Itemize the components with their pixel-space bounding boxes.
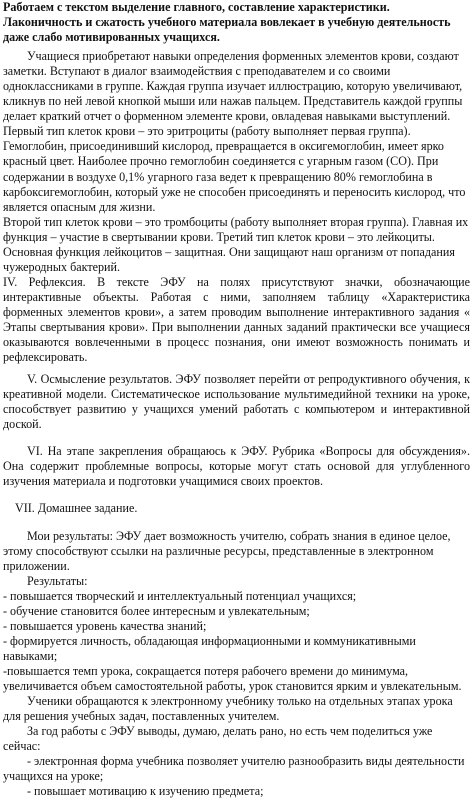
list-item: - формируется личность, обладающая информационными и коммуникативными навыками; [3, 633, 416, 663]
intro-paragraph: Работаем с текстом выделение главного, составление характеристики. Лаконичность и сжатость учебного материала вовлекает в учебную деятельность даже слабо мотивированных учащихся. [3, 0, 451, 45]
consolidation-paragraph: VI. На этапе закрепления обращаюсь к ЭФУ. Рубрика «Вопросы для обсуждения». Она содержит проблемные вопросы, которые могут стать основой для углубленного изучения материала и подготовки учащимися своих проектов. [3, 444, 470, 489]
teachers-usage-paragraph: Ученики обращаются к электронному учебнику только на отдельных этапах урока для решения учебных задач, поставленных учителем. [3, 694, 453, 724]
year-conclusions-paragraph: За год работы с ЭФУ выводы, думаю, делать рано, но есть чем поделиться уже сейчас: [3, 724, 433, 754]
results-list [3, 589, 470, 694]
list-item: - повышает мотивацию к изучению предмета; [27, 784, 264, 799]
list-item: - повышается творческий и интеллектуальный потенциал учащихся; [3, 588, 357, 603]
results-heading: Результаты: [27, 573, 88, 588]
skills-paragraph: Учащиеся приобретают навыки определения форменных элементов крови, создают заметки. Вступают в диалог взаимодействия с преподавателем и со своими одноклассниками в группе. Каждая группа изучает иллюстрацию, которую увеличивают, кликнув по ней левой кнопкой мыши или нажав пальцем. Представитель каждой группы делает краткий отчет о форменном элементе крови, овладевая навыками выступлений. [3, 49, 463, 124]
erythrocytes-paragraph: Первый тип клеток крови – это эритроциты (работу выполняет первая группа). Гемоглобин, присоединивший кислород, превращается в оксигемоглобин, имеет ярко красный цвет. Наиболее прочно гемоглобин соединяется с угарным газом (СО). При содержании в воздухе 0,1% угарного газа ведет к превращению 80% гемоглобина в карбоксигемоглобин, который уже не способен присоединять и переносить кислород, что является опасным для жизни. [3, 124, 466, 214]
list-item: - повышается уровень качества знаний; [3, 618, 207, 633]
results-comprehension-paragraph: V. Осмысление результатов. ЭФУ позволяет перейти от репродуктивного обучения, к креативной модели. Систематическое использование мультимедийной техники на уроке, способствует развитию у учащихся умений работать с компьютером и интерактивной доской. [3, 372, 470, 432]
thrombocytes-paragraph: Второй тип клеток крови – это тромбоциты (работу выполняет вторая группа). Главная их функция – участие в свертывании крови. Третий тип клеток крови – это лейкоциты. Основная функция лейкоцитов – защитная. Они защищают наш организм от попадания чужеродных бактерий. [3, 214, 469, 274]
my-results-paragraph: Мои результаты: ЭФУ дает возможность учителю, собрать знания в единое целое, этому способствуют ссылки на различные ресурсы, представленные в электронном приложении. [3, 528, 451, 573]
list-item: -повышается темп урока, сокращается потеря рабочего времени до минимума, увеличивается объем самостоятельной работы, урок становится ярким и увлекательным. [3, 663, 462, 693]
list-item: - электронная форма учебника позволяет учителю разнообразить виды деятельности учащихся на уроке; [3, 754, 465, 784]
reflection-paragraph: IV. Рефлексия. В тексте ЭФУ на полях присутствуют значки, обозначающие интерактивные объекты. Работая с ними, заполняем таблицу «Характеристика форменных элементов крови», а затем проводим выполнение интерактивного задания « Этапы свертывания крови». При выполнении данных заданий практически все учащиеся оказываются вовлеченными в процесс познания, они имеют возможность понимать и рефлексировать. [3, 274, 470, 365]
list-item: - обучение становится более интересным и увлекательным; [3, 603, 310, 618]
homework-heading: VII. Домашнее задание. [15, 501, 138, 516]
